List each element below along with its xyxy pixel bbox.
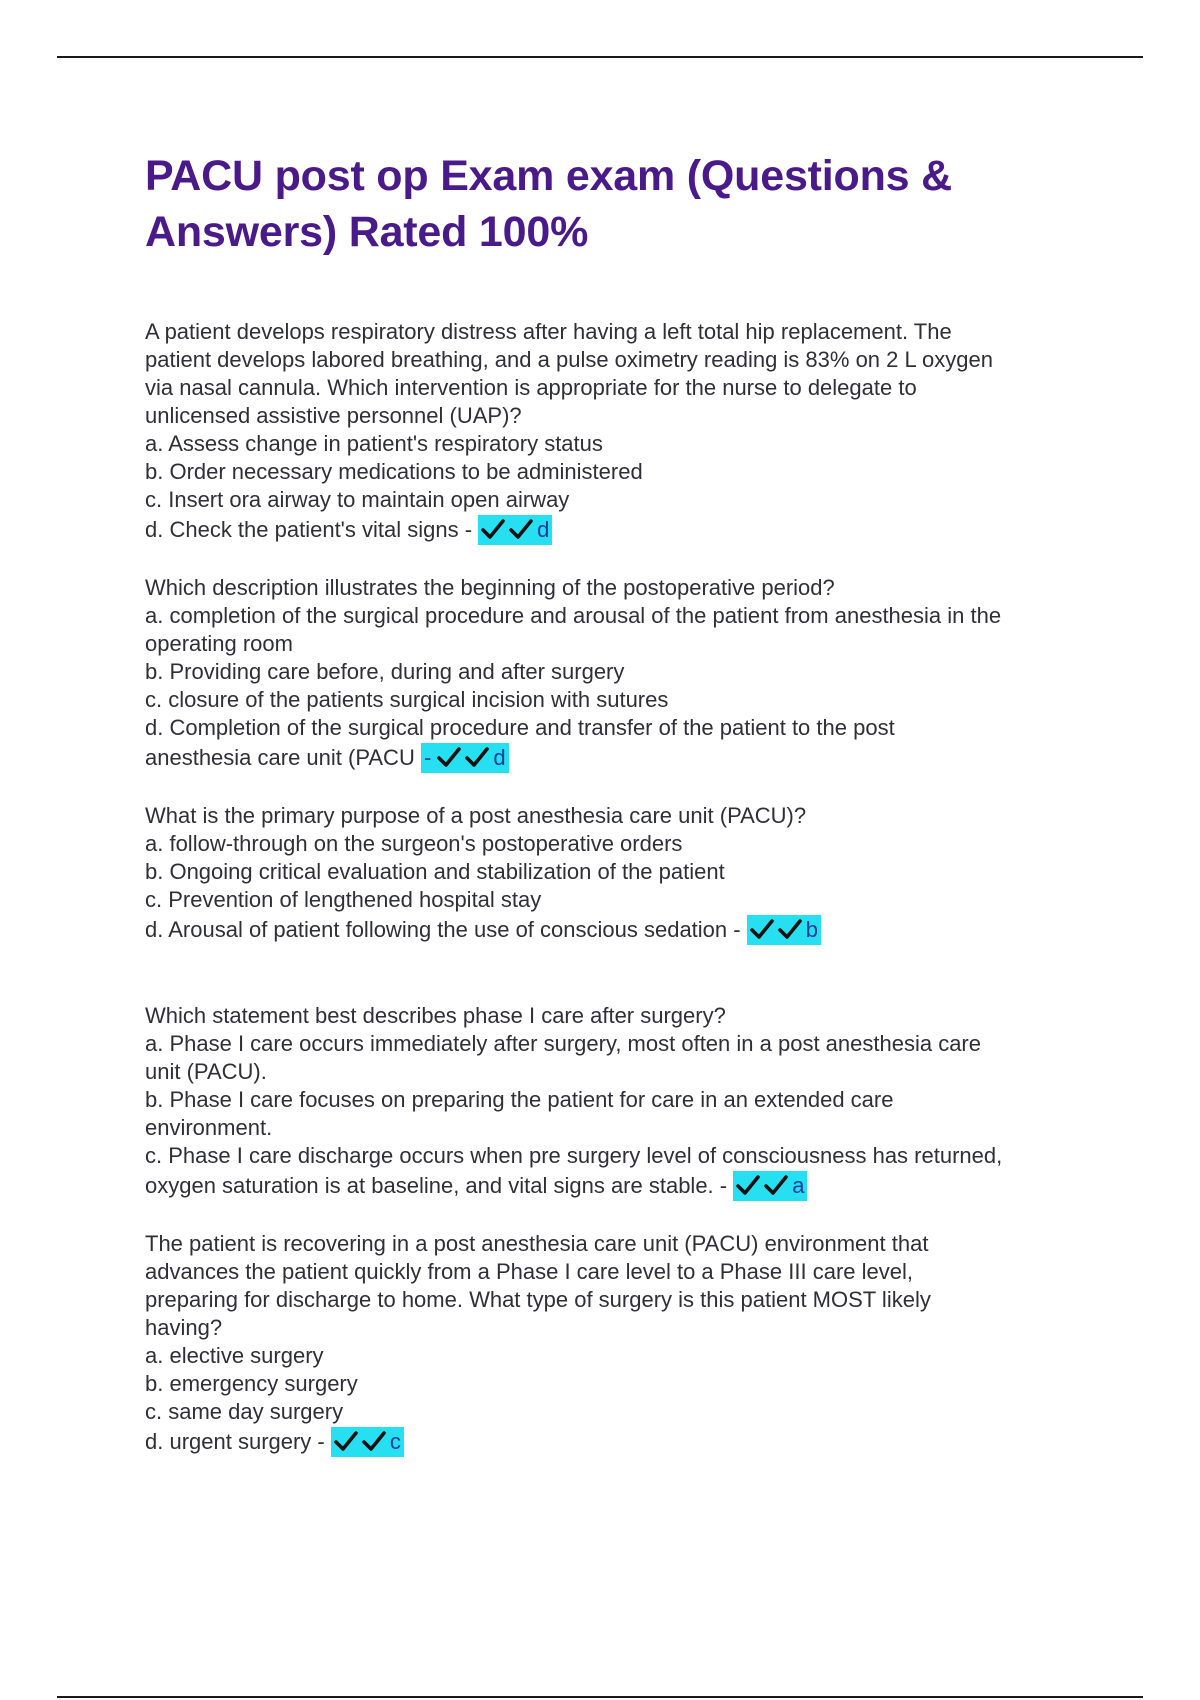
option-line: b. Providing care before, during and after surgery — [145, 659, 625, 684]
answer-prefix: anesthesia care unit (PACU — [145, 745, 421, 770]
question-line: A patient develops respiratory distress after having a left total hip replacement. The — [145, 319, 952, 344]
question-line: via nasal cannula. Which intervention is appropriate for the nurse to delegate to — [145, 375, 917, 400]
check-mark-icon — [465, 745, 489, 769]
option-line: operating room — [145, 631, 293, 656]
check-mark-icon — [509, 517, 533, 541]
answer-prefix: oxygen saturation is at baseline, and vital signs are stable. - — [145, 1173, 734, 1198]
option-line: a. completion of the surgical procedure and arousal of the patient from anesthesia in the — [145, 603, 1002, 628]
answer-line — [145, 914, 1095, 946]
answer-letter: d — [493, 745, 506, 770]
document-title: PACU post op Exam exam (Questions & Answers) Rated 100% — [145, 152, 952, 256]
option-line: a. elective surgery — [145, 1343, 324, 1368]
option-line: a. Assess change in patient's respiratory status — [145, 431, 603, 456]
check-mark-icon — [481, 517, 505, 541]
answer-letter: c — [389, 1429, 401, 1454]
answer-prefix: d. urgent surgery - — [145, 1429, 331, 1454]
check-mark-icon — [764, 1173, 788, 1197]
qa-item-5 — [145, 1230, 1095, 1458]
answer-highlight-prefix: - — [423, 745, 438, 770]
answer-highlight — [421, 743, 509, 773]
check-mark-icon — [334, 1429, 358, 1453]
bottom-rule — [57, 1696, 1143, 1698]
option-line: b. Phase I care focuses on preparing the patient for care in an extended care — [145, 1087, 894, 1112]
answer-highlight — [478, 515, 552, 545]
option-line: a. follow-through on the surgeon's postoperative orders — [145, 831, 683, 856]
option-line: environment. — [145, 1115, 273, 1140]
question-line: Which statement best describes phase I care after surgery? — [145, 1003, 726, 1028]
question-line: The patient is recovering in a post anesthesia care unit (PACU) environment that — [145, 1231, 929, 1256]
answer-line — [145, 1170, 1095, 1202]
option-line: c. closure of the patients surgical incision with sutures — [145, 687, 669, 712]
check-mark-icon — [437, 745, 461, 769]
option-line: b. Order necessary medications to be administered — [145, 459, 643, 484]
option-line: unit (PACU). — [145, 1059, 267, 1084]
check-mark-icon — [736, 1173, 760, 1197]
check-mark-icon — [778, 917, 802, 941]
question-line: advances the patient quickly from a Phase I care level to a Phase III care level, — [145, 1259, 913, 1284]
option-line: b. emergency surgery — [145, 1371, 358, 1396]
answer-letter: a — [792, 1173, 805, 1198]
option-line: c. Insert ora airway to maintain open airway — [145, 487, 570, 512]
document-body — [145, 148, 1095, 1486]
answer-highlight — [747, 915, 821, 945]
qa-item-1 — [145, 318, 1095, 546]
option-line: b. Ongoing critical evaluation and stabilization of the patient — [145, 859, 725, 884]
question-line: patient develops labored breathing, and a pulse oximetry reading is 83% on 2 L oxygen — [145, 347, 993, 372]
question-line: having? — [145, 1315, 223, 1340]
option-line: c. Prevention of lengthened hospital stay — [145, 887, 542, 912]
top-rule — [57, 56, 1143, 58]
option-line: c. Phase I care discharge occurs when pre surgery level of consciousness has returned, — [145, 1143, 1003, 1168]
question-line: Which description illustrates the beginning of the postoperative period? — [145, 575, 835, 600]
qa-item-3 — [145, 802, 1095, 946]
option-line: a. Phase I care occurs immediately after surgery, most often in a post anesthesia care — [145, 1031, 981, 1056]
answer-line — [145, 742, 1095, 774]
qa-item-2 — [145, 574, 1095, 774]
question-line: preparing for discharge to home. What type of surgery is this patient MOST likely — [145, 1287, 931, 1312]
answer-prefix: d. Check the patient's vital signs - — [145, 517, 479, 542]
answer-line — [145, 514, 1095, 546]
answer-prefix: d. Arousal of patient following the use of conscious sedation - — [145, 917, 747, 942]
qa-item-4 — [145, 1002, 1095, 1202]
answer-letter: b — [805, 917, 818, 942]
check-mark-icon — [362, 1429, 386, 1453]
answer-line — [145, 1426, 1095, 1458]
question-line: unlicensed assistive personnel (UAP)? — [145, 403, 522, 428]
answer-letter: d — [537, 517, 550, 542]
question-line: What is the primary purpose of a post anesthesia care unit (PACU)? — [145, 803, 807, 828]
answer-highlight — [733, 1171, 807, 1201]
option-line: c. same day surgery — [145, 1399, 344, 1424]
qa-list — [145, 318, 1095, 1458]
answer-highlight — [331, 1427, 404, 1457]
check-mark-icon — [750, 917, 774, 941]
option-line: d. Completion of the surgical procedure and transfer of the patient to the post — [145, 715, 895, 740]
